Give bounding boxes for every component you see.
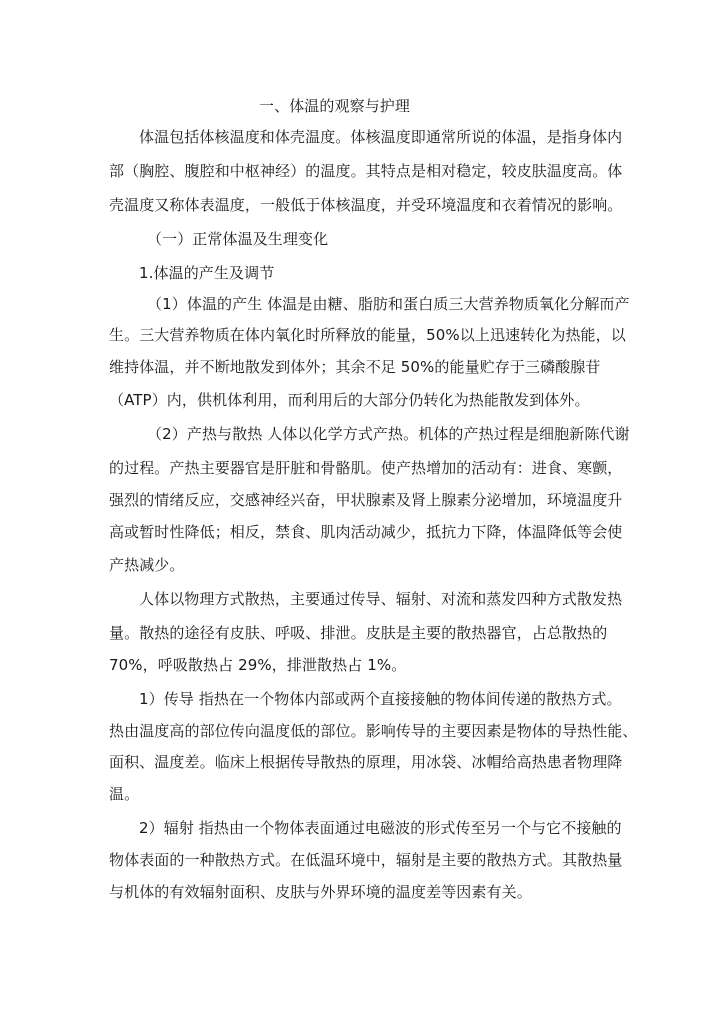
paragraph-line: 面积、温度差。临床上根据传导散热的原理，用冰袋、冰帽给高热患者物理降 [109, 753, 623, 771]
paragraph-line: （2）产热与散热 人体以化学方式产热。机体的产热过程是细胞新陈代谢 [147, 425, 630, 443]
paragraph-line: 人体以物理方式散热，主要通过传导、辐射、对流和蒸发四种方式散发热 [139, 590, 623, 608]
paragraph-line: 维持体温，并不断地散发到体外；其余不足 50%的能量贮存于三磷酸腺苷 [109, 358, 601, 376]
paragraph-line: 量。散热的途径有皮肤、呼吸、排泄。皮肤是主要的散热器官，占总散热的 [109, 624, 608, 642]
paragraph-line: 与机体的有效辐射面积、皮肤与外界环境的温度差等因素有关。 [109, 883, 532, 901]
paragraph-line: 1）传导 指热在一个物体内部或两个直接接触的物体间传递的散热方式。 [139, 690, 622, 708]
paragraph-line: 壳温度又称体表温度，一般低于体核温度，并受环境温度和衣着情况的影响。 [109, 196, 623, 214]
paragraph-line: 温。 [109, 785, 140, 803]
paragraph-line: 热由温度高的部位传向温度低的部位。影响传导的主要因素是物体的导热性能、 [109, 722, 638, 740]
paragraph-line: 体温包括体核温度和体壳温度。体核温度即通常所说的体温，是指身体内 [139, 128, 623, 146]
paragraph-line: 产热减少。 [109, 556, 185, 574]
paragraph-line: 部（胸腔、腹腔和中枢神经）的温度。其特点是相对稳定，较皮肤温度高。体 [109, 162, 623, 180]
subsection-heading: 1.体温的产生及调节 [139, 264, 275, 282]
paragraph-line: 物体表面的一种散热方式。在低温环境中，辐射是主要的散热方式。其散热量 [109, 851, 623, 869]
paragraph-line: 2）辐射 指热由一个物体表面通过电磁波的形式传至另一个与它不接触的 [139, 819, 622, 837]
paragraph-line: 的过程。产热主要器官是肝脏和骨骼肌。使产热增加的活动有：进食、寒颤， [109, 459, 623, 477]
subsection-heading: （一）正常体温及生理变化 [147, 230, 329, 248]
paragraph-line: 生。三大营养物质在体内氧化时所释放的能量，50%以上迅速转化为热能，以 [109, 326, 626, 344]
paragraph-line: 高或暂时性降低；相反，禁食、肌肉活动减少，抵抗力下降，体温降低等会使 [109, 523, 623, 541]
section-title: 一、体温的观察与护理 [259, 97, 411, 115]
paragraph-line: （1）体温的产生 体温是由糖、脂肪和蛋白质三大营养物质氧化分解而产 [147, 295, 630, 313]
paragraph-line: （ATP）内，供机体利用，而利用后的大部分仍转化为热能散发到体外。 [109, 391, 590, 409]
paragraph-line: 强烈的情绪反应，交感神经兴奋，甲状腺素及肾上腺素分泌增加，环境温度升 [109, 491, 623, 509]
paragraph-line: 70%，呼吸散热占 29%，排泄散热占 1%。 [109, 656, 407, 674]
